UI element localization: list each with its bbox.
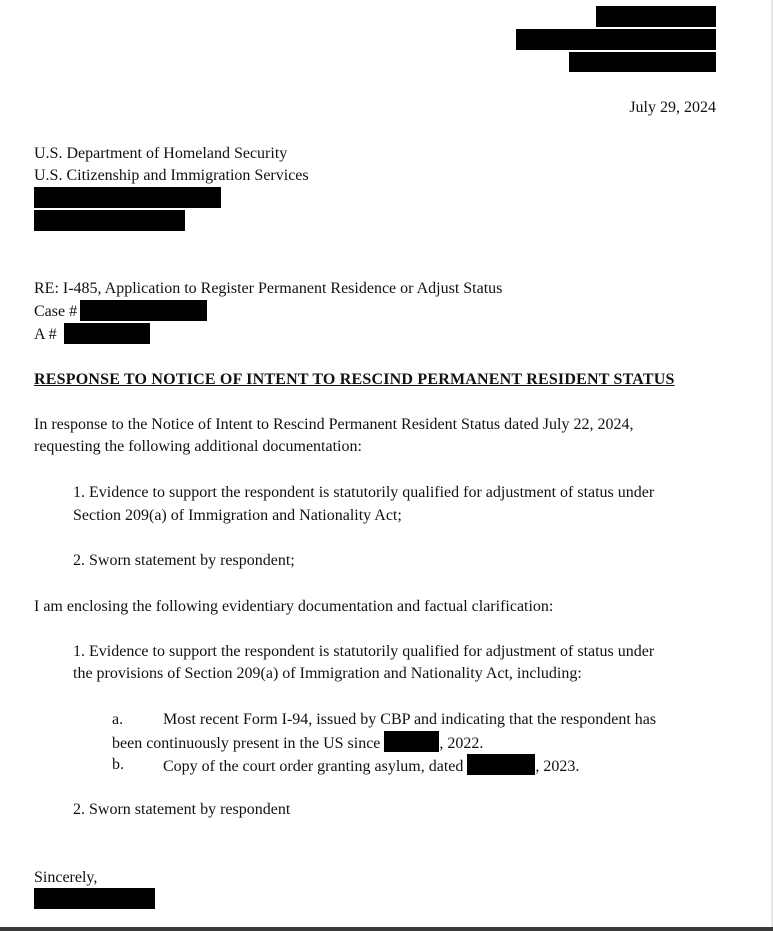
sub-item-a-line-2 (112, 731, 483, 755)
sub-item-a-line-1: Most recent Form I-94, issued by CBP and indicating that the respondent has (163, 711, 657, 728)
enclosing-statement: I am enclosing the following evidentiary documentation and factual clarification: (34, 598, 554, 615)
letter-date: July 29, 2024 (629, 99, 716, 116)
redacted-arrival-date (384, 731, 439, 752)
sub-item-b-marker: b. (112, 756, 124, 773)
recipient-line-2: U.S. Citizenship and Immigration Services (34, 167, 309, 184)
requested-item-1-line-1: 1. Evidence to support the respondent is statutorily qualified for adjustment of status under (73, 484, 655, 501)
closing: Sincerely, (34, 869, 98, 886)
enclosed-item-2: 2. Sworn statement by respondent (73, 801, 291, 818)
redacted-recipient-line-4 (34, 210, 185, 231)
redacted-signature (34, 888, 155, 909)
redacted-asylum-date (467, 754, 535, 775)
redacted-sender-line-3 (569, 52, 716, 72)
redacted-case-number (80, 300, 207, 321)
recipient-line-1: U.S. Department of Homeland Security (34, 145, 288, 162)
intro-line-1: In response to the Notice of Intent to Rescind Permanent Resident Status dated July 22, 2024, (34, 416, 634, 433)
window-bottom-bar (0, 927, 773, 931)
re-line: RE: I-485, Application to Register Permanent Residence or Adjust Status (34, 280, 503, 297)
a-number-label: A # (34, 326, 57, 343)
letter-heading: RESPONSE TO NOTICE OF INTENT TO RESCIND PERMANENT RESIDENT STATUS (34, 371, 675, 388)
enclosed-item-1-line-2: the provisions of Section 209(a) of Immigration and Nationality Act, including: (73, 665, 582, 682)
sub-item-b-line (163, 754, 579, 778)
sub-item-b-year: , 2023. (535, 758, 580, 775)
sub-item-b-text: Copy of the court order granting asylum, dated (163, 758, 464, 775)
intro-line-2: requesting the following additional documentation: (34, 438, 362, 455)
case-number-label: Case # (34, 303, 78, 320)
sub-item-a-line-2-year: , 2022. (439, 735, 484, 752)
redacted-a-number (64, 323, 150, 344)
enclosed-item-1-line-1: 1. Evidence to support the respondent is statutorily qualified for adjustment of status under (73, 643, 655, 660)
requested-item-1-line-2: Section 209(a) of Immigration and Nationality Act; (73, 507, 402, 524)
sub-item-a-marker: a. (112, 711, 124, 728)
requested-item-2: 2. Sworn statement by respondent; (73, 552, 295, 569)
redacted-recipient-line-3 (34, 187, 221, 208)
redacted-sender-line-2 (516, 29, 716, 50)
redacted-sender-line-1 (596, 6, 716, 27)
sub-item-a-line-2-text: been continuously present in the US since (112, 735, 381, 752)
